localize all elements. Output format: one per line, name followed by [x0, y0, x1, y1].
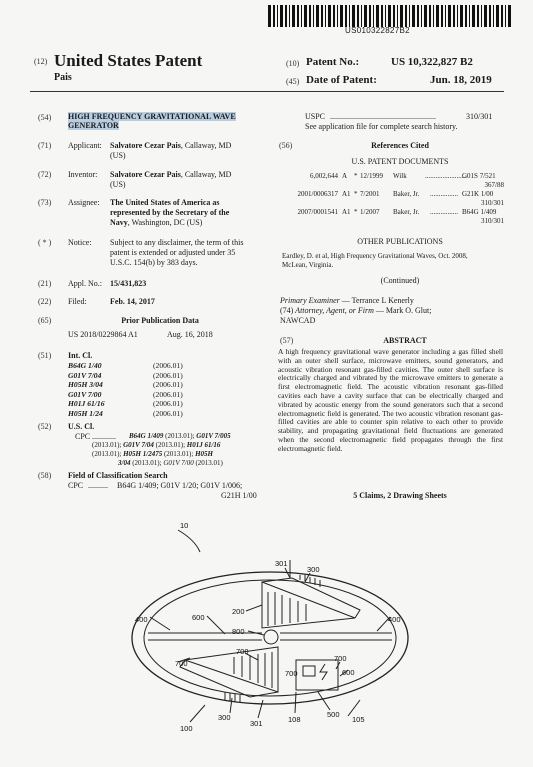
int-cl-version: (2006.01): [153, 389, 183, 399]
code-57: (57): [280, 336, 294, 345]
us-cl-l2-a: (2013.01);: [92, 441, 124, 449]
us-patent-docs-heading: U.S. PATENT DOCUMENTS: [351, 157, 449, 166]
int-cl-class: B64G 1/40: [68, 361, 102, 370]
ref-label-700-right: 700: [334, 654, 347, 663]
prior-pub-heading: Prior Publication Data: [121, 316, 199, 325]
field-search-cpc: CPC: [68, 481, 84, 490]
reference-kind: A1: [342, 190, 351, 198]
reference-kind: A: [342, 172, 348, 180]
us-cl-cpc: CPC: [75, 432, 91, 441]
reference-name: Baker, Jr.: [393, 208, 420, 216]
int-cl-version: (2006.01): [153, 361, 183, 370]
notice-line-1: Subject to any disclaimer, the term of this: [110, 238, 244, 247]
field-search-dots: ..........: [88, 481, 108, 490]
notice-label: Notice:: [68, 238, 92, 247]
generator-box: [296, 660, 338, 690]
see-application-note: See application file for complete search history.: [305, 122, 458, 131]
title-line-2: GENERATOR: [68, 121, 119, 130]
document-type: United States Patent: [54, 51, 203, 70]
applicant-name: Salvatore Cezar Pais: [110, 141, 181, 150]
appl-no-value: 15/431,823: [110, 279, 147, 288]
ref-label-108: 108: [288, 715, 301, 724]
code-73: (73): [38, 198, 52, 207]
us-cl-l2-c: (2013.01);: [153, 441, 187, 449]
code-56: (56): [279, 141, 293, 150]
int-cl-class: G01V 7/00: [68, 389, 102, 399]
inventor-short: Pais: [54, 72, 72, 83]
code-65: (65): [38, 316, 52, 325]
applicant-country: (US): [110, 151, 126, 160]
us-cl-l2-b: G01V 7/04: [123, 441, 154, 449]
us-cl-l2-d: H01J 61/16: [186, 441, 221, 449]
reference-cls: G21K 1/00: [462, 190, 494, 198]
reference-star: *: [354, 172, 358, 180]
code-52: (52): [38, 422, 52, 431]
publication-line-2: McLean, Virginia.: [282, 261, 334, 269]
ref-label-800: 800: [232, 627, 245, 636]
examiner-name: — Terrance L Kenerly: [339, 296, 414, 305]
int-cl-version: (2006.01): [153, 380, 183, 389]
field-search-line-2: G21H 1/00: [221, 491, 257, 500]
other-publications-heading: OTHER PUBLICATIONS: [357, 237, 443, 246]
abstract-heading: ABSTRACT: [383, 336, 427, 345]
appl-no-label: Appl. No.:: [68, 279, 102, 288]
reference-us-class: 310/301: [481, 199, 504, 207]
reference-date: 7/2001: [360, 190, 380, 198]
claims-sheets: 5 Claims, 2 Drawing Sheets: [353, 491, 447, 500]
us-cl-l1-b: (2013.01);: [163, 432, 197, 440]
us-cl-l4-a: 3/04: [118, 459, 131, 467]
int-cl-version: (2006.01): [153, 408, 183, 418]
reference-cls: G01S 7/521: [462, 172, 496, 180]
inventor-name: Salvatore Cezar Pais: [110, 170, 181, 179]
examiner-label: Primary Examiner: [280, 296, 340, 305]
center-hub: [264, 630, 278, 644]
reference-dots: ........................: [425, 172, 467, 180]
patent-number: US 10,322,827 B2: [391, 56, 473, 68]
code-10: (10): [286, 59, 300, 68]
abstract-text: A high frequency gravitational wave generator including a gas filled shell with an outer shell surface, microwave emitters, sound generators, and acoustic vibration resonant gas-filled cavities. The outer shell surface is electrically charged and vibrated by the microwave emitters to generate a first electromagnetic field. The acoustic vibration resonant gas-filled cavities each have a cavity surface that can be electrically charged and vibrated by acoustic energy from the sound generators such that a second electromagnetic field is generated. The two acoustic vibration resonant gas-filled cavities are able to counter spin relative to each other to provide stability, and propagating gravitational field fluctuations are generated when the second electromagnetic field propagates through the first electromagnetic field.: [278, 347, 503, 453]
ref-label-300-top: 300: [307, 565, 320, 574]
patent-date: Jun. 18, 2019: [430, 74, 492, 86]
us-cl-heading: U.S. Cl.: [68, 422, 95, 431]
filed-label: Filed:: [68, 297, 87, 306]
us-cl-l3-d: H05H: [195, 450, 213, 458]
code-72: (72): [38, 170, 52, 179]
lower-cone: [185, 647, 278, 692]
attorney-name: — Mark O. Glut;: [373, 306, 432, 315]
references-heading: References Cited: [371, 141, 429, 150]
ref-label-600-left: 600: [192, 613, 205, 622]
reference-star: *: [354, 208, 358, 216]
reference-no: 6,002,644: [310, 172, 338, 180]
uspc-dots: .....................................................: [330, 112, 436, 121]
ref-label-100: 100: [180, 724, 193, 733]
us-cl-l4-d: (2013.01): [193, 459, 223, 467]
applicant-label: Applicant:: [68, 141, 102, 150]
reference-name: Wilk: [393, 172, 407, 180]
code-notice: ( * ): [38, 238, 52, 247]
code-12: (12): [34, 57, 48, 66]
upper-cone: [262, 582, 355, 628]
ref-label-301-bottom: 301: [250, 719, 263, 728]
uspc-label: USPC: [305, 112, 326, 121]
ref-label-700-mid: 700: [236, 647, 249, 656]
code-22: (22): [38, 297, 52, 306]
prior-pub-number: US 2018/0229864 A1: [68, 330, 138, 339]
title-line-1: HIGH FREQUENCY GRAVITATIONAL WAVE: [68, 112, 236, 121]
reference-us-class: 310/301: [481, 217, 504, 225]
reference-name: Baker, Jr.: [393, 190, 420, 198]
publication-line-1: Eardley, D. et al, High Frequency Gravitational Waves, Oct. 2008,: [282, 252, 468, 260]
int-cl-version: (2006.01): [153, 370, 183, 380]
int-cl-class: H01J 61/16: [68, 399, 105, 408]
assignee-label: Assignee:: [68, 198, 100, 207]
ref-label-10: 10: [180, 521, 189, 530]
int-cl-heading: Int. Cl.: [68, 351, 93, 360]
attorney-org: NAWCAD: [280, 316, 316, 325]
code-71: (71): [38, 141, 52, 150]
assignee-location: , Washington, DC (US): [127, 218, 203, 227]
notice-line-3: U.S.C. 154(b) by 383 days.: [110, 258, 198, 267]
ref-label-400-left: 400: [135, 615, 148, 624]
code-54: (54): [38, 113, 52, 122]
date-label: Date of Patent:: [306, 74, 377, 86]
inner-shell: [144, 580, 396, 696]
assignee-line-2: represented by the Secretary of the: [110, 208, 230, 217]
int-cl-class: G01V 7/04: [68, 370, 102, 380]
inventor-label: Inventor:: [68, 170, 98, 179]
reference-star: *: [354, 190, 358, 198]
ref-label-301-top: 301: [275, 559, 288, 568]
ref-label-700-left: 700: [175, 659, 188, 668]
assignee-line-1: The United States of America as: [110, 198, 220, 207]
code-74: (74): [280, 306, 294, 315]
reference-kind: A1: [342, 208, 351, 216]
uspc-value: 310/301: [466, 112, 493, 121]
int-cl-class: H05H 1/24: [68, 408, 103, 418]
reference-no: 2001/0006317: [297, 190, 338, 198]
code-45: (45): [286, 77, 300, 86]
us-cl-l1-a: B64G 1/409: [129, 432, 164, 440]
notice-line-2: patent is extended or adjusted under 35: [110, 248, 236, 257]
us-cl-l1-c: G01V 7/005: [196, 432, 231, 440]
field-search-heading: Field of Classification Search: [68, 471, 168, 480]
ref-label-300-bottom: 300: [218, 713, 231, 722]
code-58: (58): [38, 471, 52, 480]
reference-dots: ................: [430, 190, 458, 198]
code-51: (51): [38, 351, 52, 360]
int-cl-version: (2006.01): [153, 399, 183, 408]
filed-value: Feb. 14, 2017: [110, 297, 155, 306]
us-cl-dots: ............: [92, 432, 116, 441]
ref-label-700-center: 700: [285, 669, 298, 678]
outer-shell: [132, 572, 408, 704]
us-cl-l3-b: H05H 1/2475: [123, 450, 163, 458]
ref-label-600-right: 600: [342, 668, 355, 677]
assignee-navy: Navy: [110, 218, 128, 227]
inventor-location: , Callaway, MD: [180, 170, 232, 179]
reference-dots: ................: [430, 208, 458, 216]
applicant-location: , Callaway, MD: [180, 141, 232, 150]
prior-pub-date: Aug. 16, 2018: [167, 330, 213, 339]
ref-label-200: 200: [232, 607, 245, 616]
us-cl-l3-a: (2013.01);: [92, 450, 124, 458]
reference-date: 1/2007: [360, 208, 380, 216]
us-cl-l4-b: (2013.01);: [130, 459, 164, 467]
reference-no: 2007/0001541: [297, 208, 338, 216]
ref-label-105: 105: [352, 715, 365, 724]
reference-us-class: 367/88: [484, 181, 504, 189]
ref-label-400-right: 400: [388, 615, 401, 624]
inventor-country: (US): [110, 180, 126, 189]
reference-date: 12/1999: [360, 172, 383, 180]
patent-no-label: Patent No.:: [306, 56, 360, 68]
continued-note: (Continued): [380, 276, 420, 285]
reference-cls: B64G 1/409: [462, 208, 497, 216]
attorney-label: Attorney, Agent, or Firm: [293, 306, 374, 315]
us-cl-l3-c: (2013.01);: [162, 450, 196, 458]
barcode-number: US010322827B2: [345, 26, 410, 35]
field-search-line-1: B64G 1/409; G01V 1/20; G01V 1/006;: [117, 481, 243, 490]
int-cl-class: H05H 3/04: [68, 380, 103, 389]
ref-label-500: 500: [327, 710, 340, 719]
code-21: (21): [38, 279, 52, 288]
us-cl-l4-c: G01V 7/00: [163, 459, 194, 467]
